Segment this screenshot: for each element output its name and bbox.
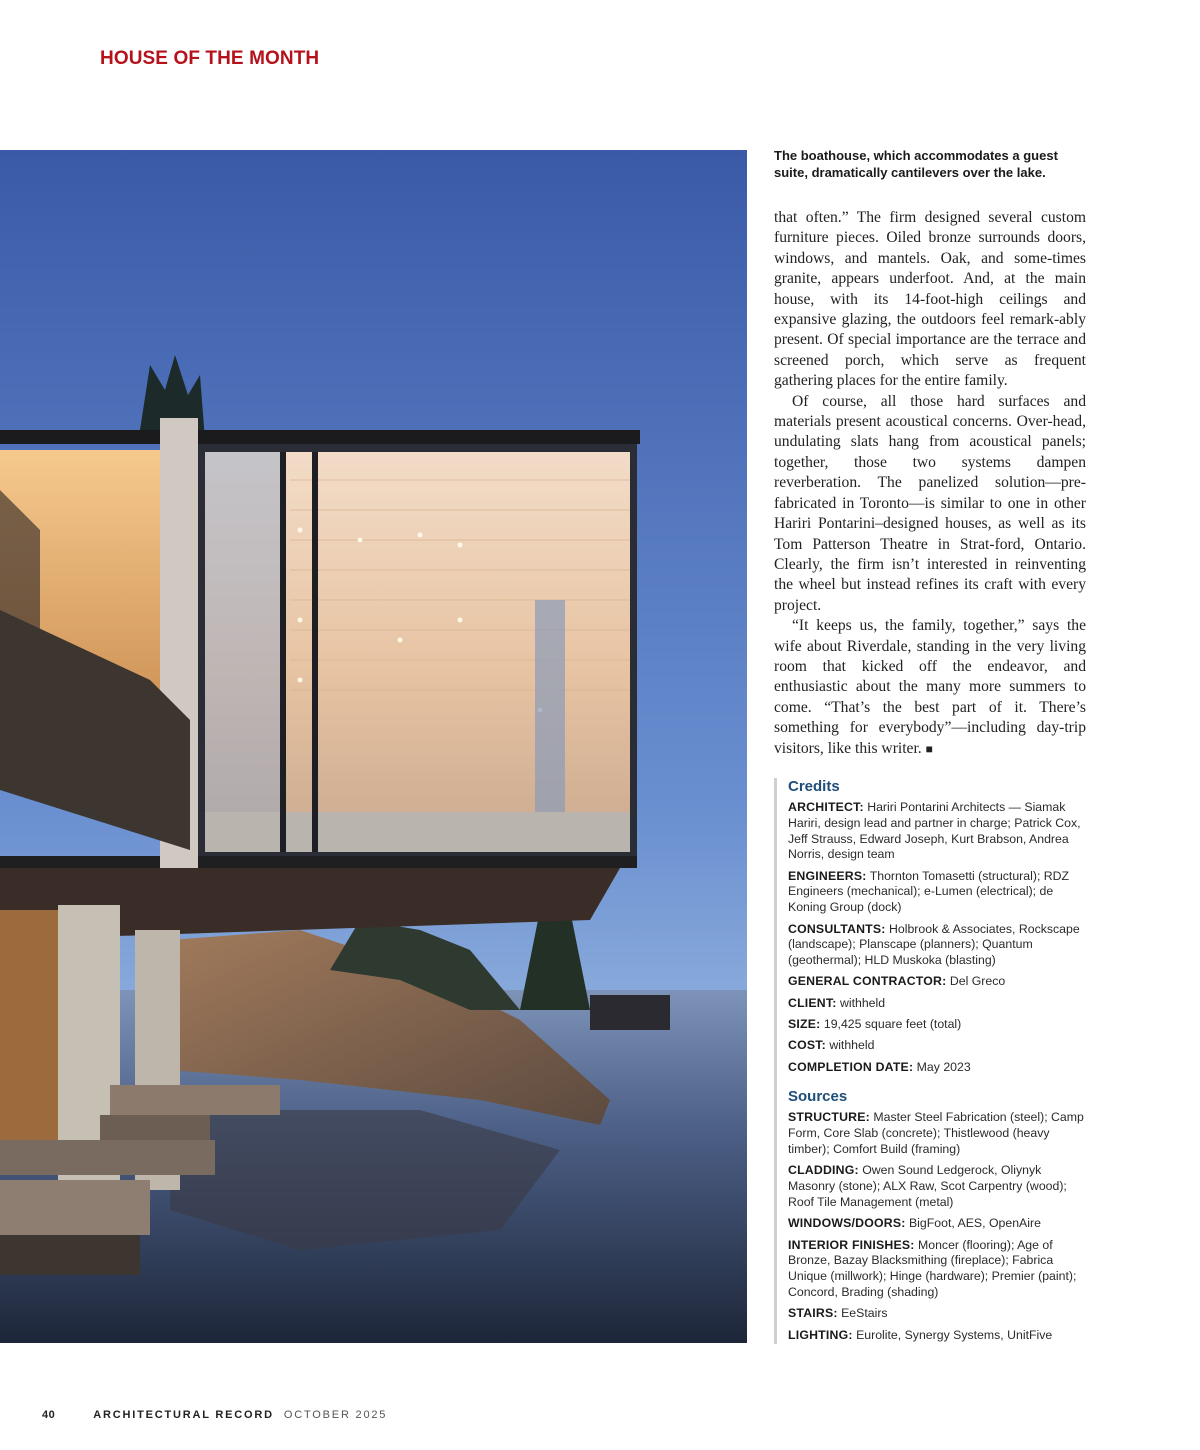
source-entry bbox=[788, 1328, 1086, 1344]
photo-caption: The boathouse, which accommodates a guest suite, dramatically cantilevers over the lake. bbox=[774, 148, 1058, 180]
end-mark: ■ bbox=[925, 741, 933, 756]
credit-value: Hariri Pontarini Architects — Siamak Hariri, design lead and partner in charge; Patrick Cox, Jeff Strauss, Edward Joseph, Kurt Brabson, Andrea Norris, design team bbox=[788, 800, 1081, 862]
source-entry bbox=[788, 1238, 1086, 1301]
credit-value: 19,425 square feet (total) bbox=[823, 1017, 962, 1032]
source-value: Moncer (flooring); Age of Bronze, Bazay Blacksmithing (fireplace); Fabrica Unique (millwork); Hinge (hardware); Premier (paint); Concord, Brading (shading) bbox=[788, 1237, 1077, 1299]
credit-entry bbox=[788, 1038, 1086, 1054]
credit-label: COST: bbox=[788, 1038, 826, 1053]
source-entry bbox=[788, 1306, 1086, 1322]
source-label: INTERIOR FINISHES: bbox=[788, 1237, 915, 1252]
source-entry bbox=[788, 1216, 1086, 1232]
body-paragraph bbox=[774, 392, 1086, 616]
credit-label: ENGINEERS: bbox=[788, 868, 867, 883]
credit-entry bbox=[788, 996, 1086, 1012]
credit-label: ARCHITECT: bbox=[788, 800, 864, 814]
credit-value: withheld bbox=[839, 995, 886, 1010]
source-value: Eurolite, Synergy Systems, UnitFive bbox=[856, 1327, 1053, 1342]
source-value: Owen Sound Ledgerock, Oliynyk Masonry (stone); ALX Raw, Scot Carpentry (wood); Roof Tile Management (metal) bbox=[788, 1163, 1067, 1209]
source-entry bbox=[788, 1163, 1086, 1210]
credit-entry bbox=[788, 1060, 1086, 1076]
credit-label: SIZE: bbox=[788, 1017, 821, 1032]
credit-label: COMPLETION DATE: bbox=[788, 1059, 914, 1074]
source-entry bbox=[788, 1110, 1086, 1157]
body-paragraph bbox=[774, 616, 1086, 759]
source-value: EeStairs bbox=[841, 1306, 888, 1321]
credit-entry bbox=[788, 800, 1086, 863]
credit-entry bbox=[788, 1017, 1086, 1033]
source-value: BigFoot, AES, OpenAire bbox=[908, 1216, 1041, 1231]
source-label: LIGHTING: bbox=[788, 1327, 853, 1342]
credit-value: Holbrook & Associates, Rockscape (landscape); Planscape (planners); Quantum (geothermal); HLD Muskoka (blasting) bbox=[788, 921, 1080, 968]
credit-value: Del Greco bbox=[949, 974, 1006, 989]
source-value: Master Steel Fabrication (steel); Camp Form, Core Slab (concrete); Thistlewood (heavy timber); Comfort Build (framing) bbox=[788, 1110, 1084, 1157]
page-footer bbox=[42, 1409, 387, 1421]
credit-entry bbox=[788, 869, 1086, 916]
boathouse-photo bbox=[0, 150, 747, 1343]
page-number: 40 bbox=[42, 1409, 56, 1421]
credit-value: May 2023 bbox=[916, 1059, 971, 1074]
credit-value: withheld bbox=[829, 1038, 875, 1053]
body-paragraph-text: Of course, all those hard surfaces and materials present acoustical concerns. Over-head, undulating slats hang from acoustical panels; together, those two systems dampen reverberation. The panelized solution—pre-fabricated in Toronto—is similar to one in other Hariri Pontarini–designed houses, as well as its Tom Patterson Theatre in Strat-ford, Ontario. Clearly, the firm isn’t interested in reinventing the wheel but instead refines its craft with every project. bbox=[774, 392, 1086, 614]
source-label: WINDOWS/DOORS: bbox=[788, 1216, 906, 1231]
body-paragraph-text: “It keeps us, the family, together,” says the wife about Riverdale, standing in the very living room that kicked off the endeavor, and enthusiastic about the many more summers to come. “That’s the best part of it. There’s something for everybody”—including day-trip visitors, like this writer. bbox=[774, 617, 1086, 757]
credits-box bbox=[774, 778, 1086, 1344]
credit-label: CONSULTANTS: bbox=[788, 921, 886, 936]
credit-entry bbox=[788, 922, 1086, 969]
magazine-name: ARCHITECTURAL RECORD bbox=[93, 1409, 274, 1421]
sources-heading: Sources bbox=[788, 1088, 848, 1106]
article-body bbox=[774, 208, 1086, 759]
credit-entry bbox=[788, 974, 1086, 990]
source-label: STAIRS: bbox=[788, 1306, 838, 1321]
source-label: STRUCTURE: bbox=[788, 1110, 870, 1125]
credit-value: Thornton Tomasetti (structural); RDZ Engineers (mechanical); e-Lumen (electrical); de Koning Group (dock) bbox=[788, 868, 1070, 915]
credit-label: GENERAL CONTRACTOR: bbox=[788, 974, 947, 989]
source-label: CLADDING: bbox=[788, 1163, 859, 1178]
credit-label: CLIENT: bbox=[788, 995, 837, 1010]
issue-date: OCTOBER 2025 bbox=[283, 1409, 388, 1421]
body-paragraph: that often.” The firm designed several custom furniture pieces. Oiled bronze surrounds doors, windows, and mantels. Oak, and some-times granite, appears underfoot. And, at the main house, with its 14-foot-high ceilings and expansive glazing, the outdoors feel remark-ably present. Of special importance are the terrace and screened porch, which serve as frequent gathering places for the entire family. bbox=[774, 209, 1086, 390]
credits-heading: Credits bbox=[788, 778, 840, 795]
section-label: HOUSE OF THE MONTH bbox=[100, 48, 320, 69]
